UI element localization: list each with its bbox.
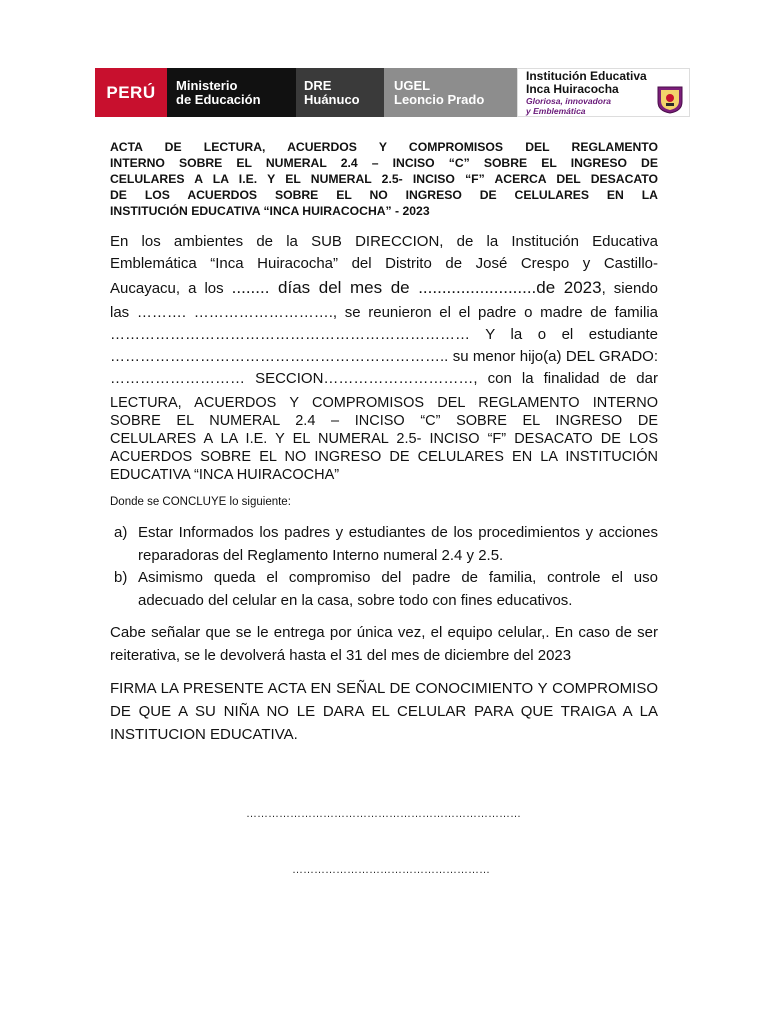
dre-line-2: Huánuco	[304, 91, 360, 107]
subject-line: ACUERDOS SOBRE EL NO INGRESO DE CELULARES EN LA INSTITUCIÓN	[110, 449, 658, 465]
institution-line-1: Institución Educativa	[526, 68, 647, 83]
list-item-text: Estar Informados los padres y estudiantes de los procedimientos y acciones reparadoras del Reglamento Interno numeral 2.4 y 2.5.	[138, 524, 658, 564]
body-line-3a: Aucayacu, a los	[110, 280, 232, 297]
signature-line: ………………………………………………	[292, 864, 490, 876]
list-item	[110, 522, 658, 567]
school-crest-icon	[657, 86, 683, 114]
header-banner	[95, 68, 690, 117]
peru-label: PERÚ	[106, 82, 156, 102]
document-title	[110, 139, 658, 219]
cabe-paragraph: Cabe señalar que se le entrega por única vez, el equipo celular,. En caso de ser reiterativa, se le devolverá hasta el 31 del mes de diciembre del 2023	[110, 624, 658, 664]
body-line-3b: ........ días del mes de .........................de 2023	[231, 278, 602, 297]
subject-line: LECTURA, ACUERDOS Y COMPROMISOS DEL REGLAMENTO INTERNO	[110, 395, 658, 411]
ministerio-line-1: Ministerio	[176, 77, 238, 93]
acta-subject	[110, 394, 658, 484]
ministerio-line-2: de Educación	[176, 91, 261, 107]
motto-line-1: Gloriosa, innovadora	[526, 95, 612, 106]
body-line-date	[110, 275, 658, 302]
title-line: CELULARES A LA I.E. Y EL NUMERAL 2.5- INCISO “F” ACERCA DEL DESACATO	[110, 172, 658, 186]
body-line: En los ambientes de la SUB DIRECCION, de la Institución Educativa	[110, 233, 658, 250]
concluye-label: Donde se CONCLUYE lo siguiente:	[110, 496, 291, 508]
list-item	[110, 567, 658, 612]
list-marker: b)	[114, 569, 128, 586]
body-line: ………………………………………………………….. su menor hijo(a) DEL GRADO:	[110, 348, 658, 365]
title-line: INTERNO SOBRE EL NUMERAL 2.4 – INCISO “C” SOBRE EL INGRESO DE	[110, 156, 658, 170]
title-line: INSTITUCIÓN EDUCATIVA “INCA HUIRACOCHA” - 2023	[110, 204, 430, 218]
list-marker: a)	[114, 524, 128, 541]
title-line: ACTA DE LECTURA, ACUERDOS Y COMPROMISOS DEL REGLAMENTO	[110, 140, 658, 154]
body-line: ……………………… SECCION…………………………, con la finalidad de dar	[110, 370, 658, 387]
conclusions-list	[110, 522, 658, 612]
title-line: DE LOS ACUERDOS SOBRE EL NO INGRESO DE CELULARES EN LA	[110, 188, 658, 202]
institution-block	[517, 68, 690, 117]
ugel-line-2: Leoncio Prado	[394, 91, 485, 107]
list-item-text: Asimismo queda el compromiso del padre de familia, controle el uso adecuado del celular en la casa, sobre todo con fines educativos.	[138, 569, 658, 609]
subject-line: CELULARES A LA I.E. Y EL NUMERAL 2.5- INCISO “F” DESACATO DE LOS	[110, 431, 658, 447]
peru-logo	[95, 68, 167, 117]
motto-line-2: y Emblemática	[526, 105, 586, 116]
firma-paragraph: FIRMA LA PRESENTE ACTA EN SEÑAL DE CONOCIMIENTO Y COMPROMISO DE QUE A SU NIÑA NO LE DARA EL CELULAR PARA QUE TRAIGA A LA INSTITUCION EDUCATIVA.	[110, 680, 658, 743]
body-line: ……………………………………………………………… Y la o el estudiante	[110, 326, 658, 343]
subject-line: EDUCATIVA “INCA HUIRACOCHA”	[110, 467, 340, 483]
body-line-3c: , siendo	[601, 280, 659, 297]
ministerio-block	[167, 68, 296, 117]
ugel-line-1: UGEL	[394, 77, 431, 93]
signature-line: …………………………………………………………………	[246, 808, 521, 820]
dre-block	[296, 68, 384, 117]
body-line: las ………. ………………………., se reunieron el el padre o madre de familia	[110, 304, 658, 321]
subject-line: SOBRE EL NUMERAL 2.4 – INCISO “C” SOBRE EL INGRESO DE	[110, 413, 658, 429]
body-line: Emblemática “Inca Huiracocha” del Distrito de José Crespo y Castillo-	[110, 255, 658, 272]
institution-line-2: Inca Huiracocha	[526, 81, 619, 96]
body-paragraph	[110, 231, 658, 390]
ugel-block	[384, 68, 517, 117]
dre-line-1: DRE	[304, 77, 332, 93]
